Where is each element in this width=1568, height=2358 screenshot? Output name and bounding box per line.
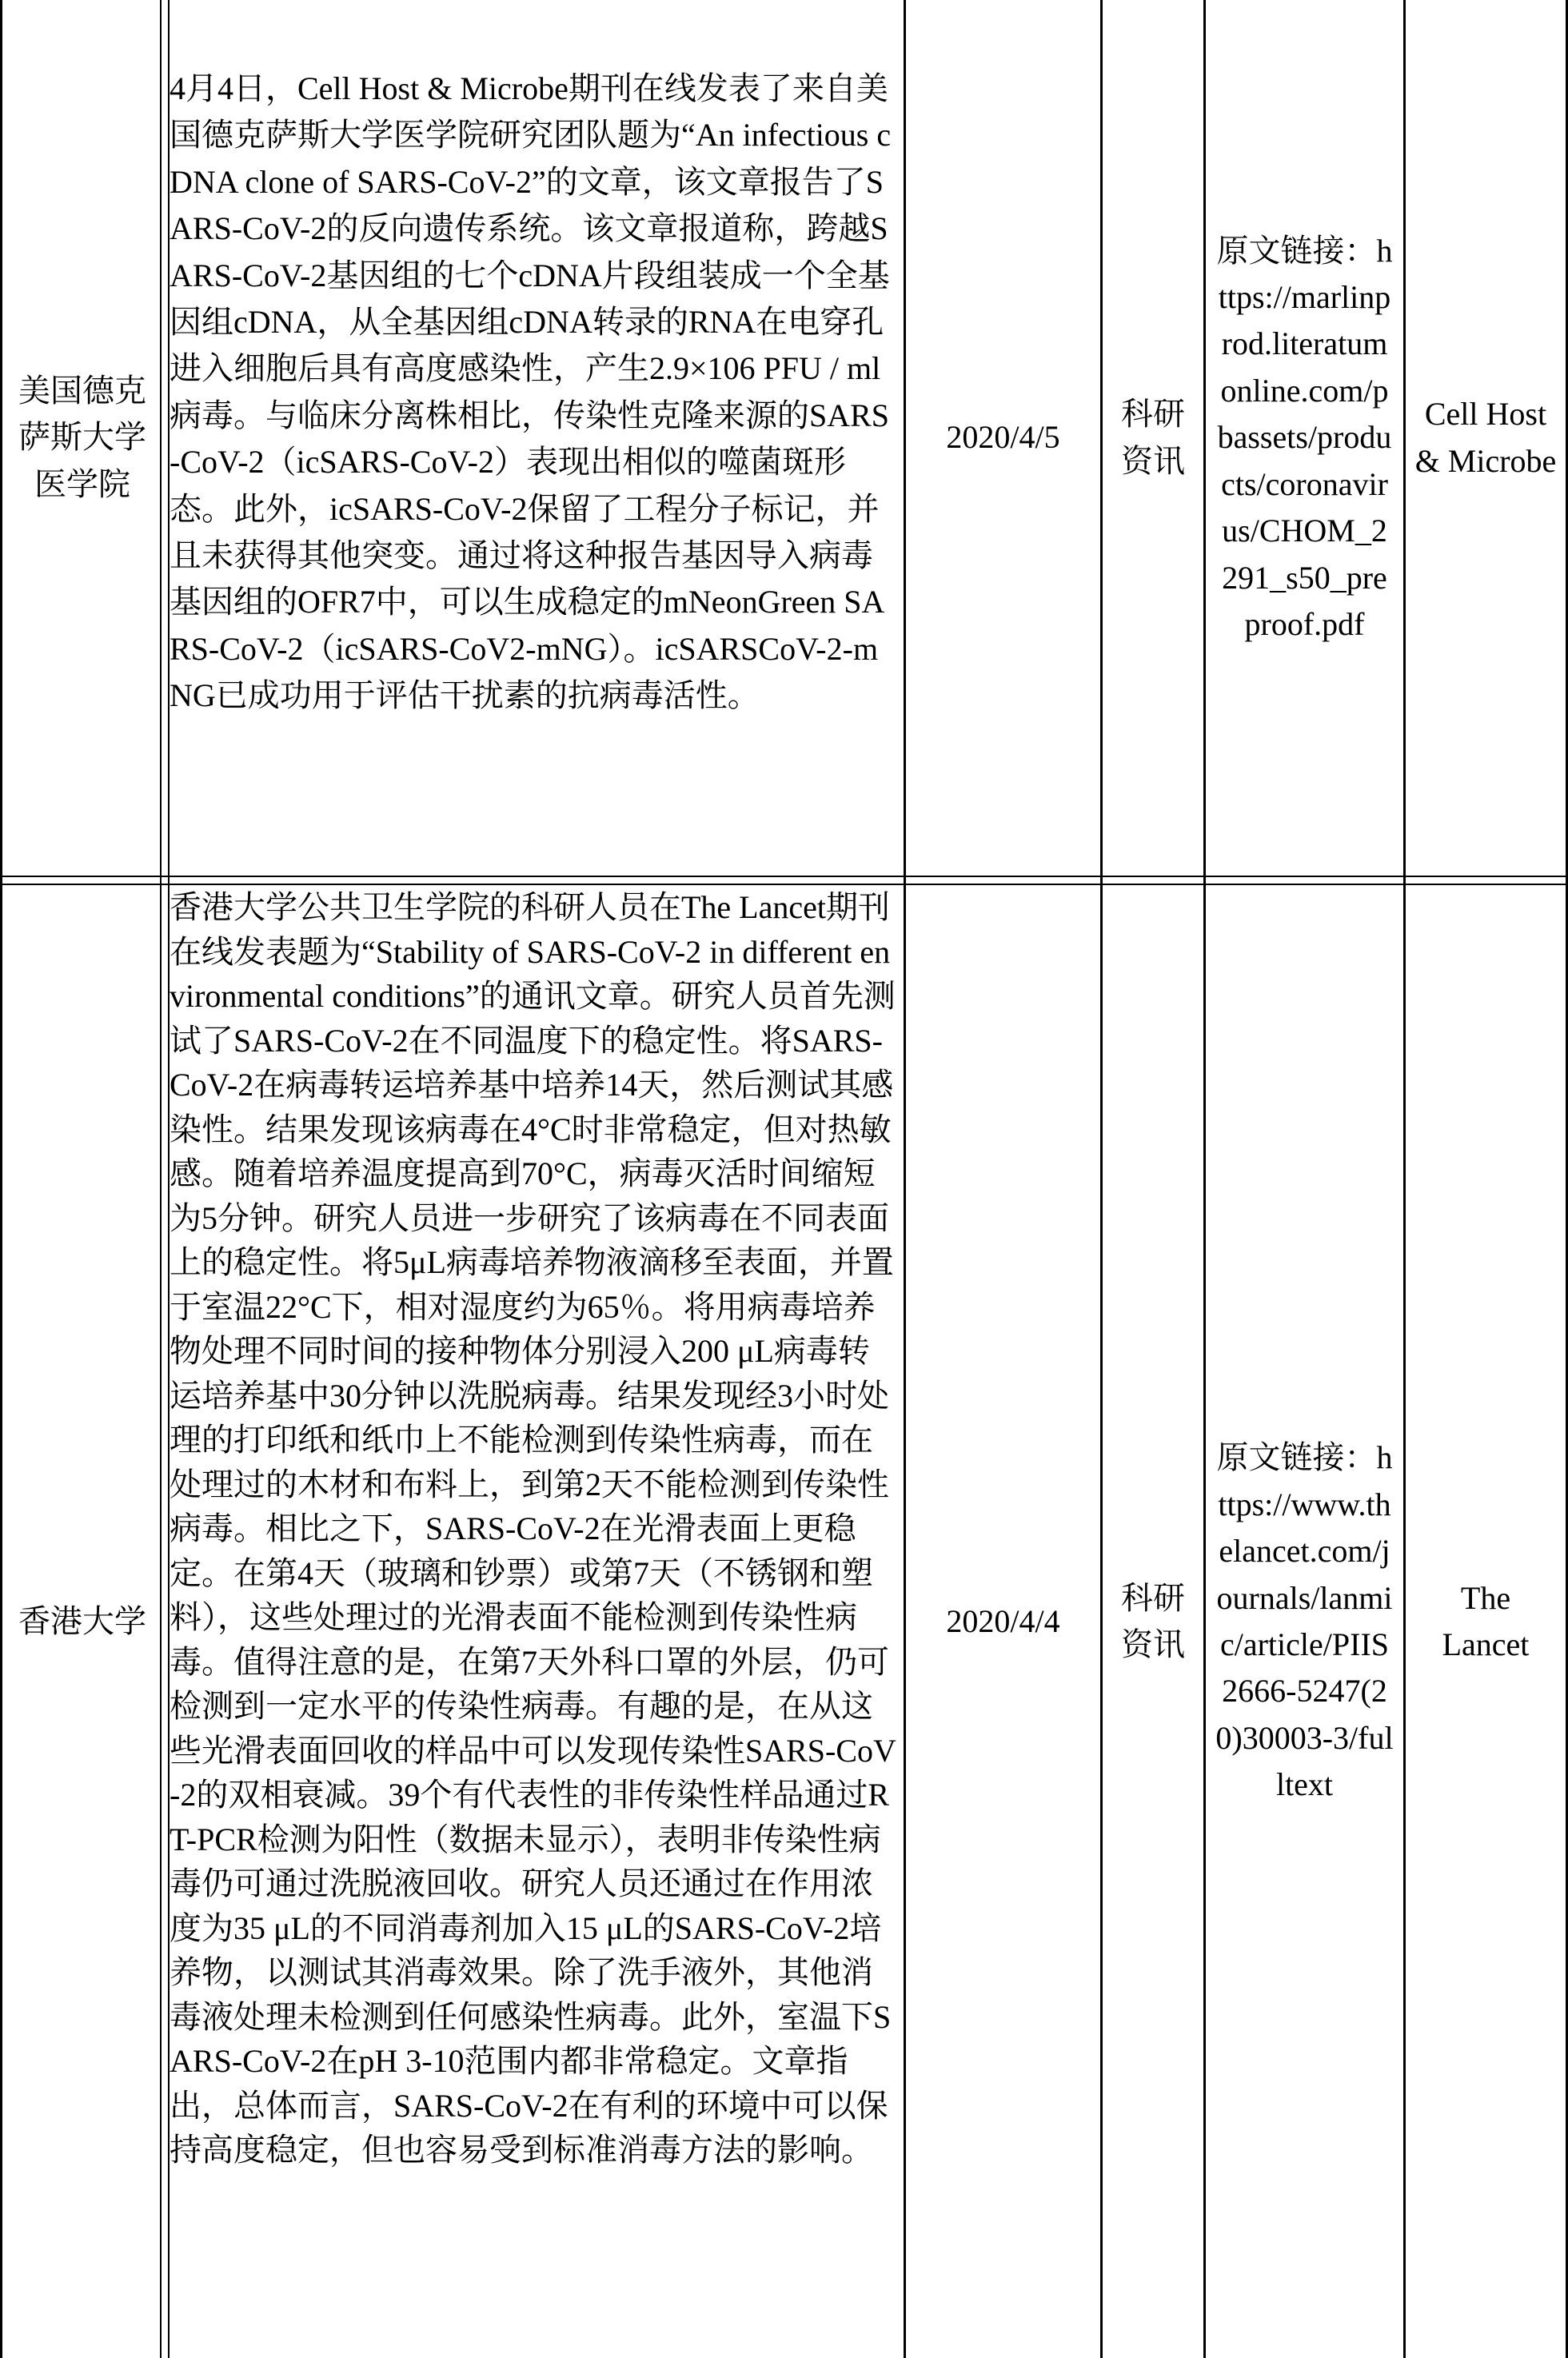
summary-cell [170,885,904,2358]
summary-cell [170,66,904,817]
date-cell [906,885,1100,2358]
institution-cell [6,885,158,2358]
journal: Cell Host & Microbe [1414,396,1557,479]
summary: 4月4日，Cell Host & Microbe期刊在线发表了来自美国德克萨斯大学医学院研究团队题为“An infectious cDNA clone of SARS-CoV-2”的文章，该文章报告了SARS-CoV-2的反向遗传系统。该文章报道称，跨越SARS-CoV-2基因组的七个cDNA片段组装成一个全基因组cDNA，从全基因组cDNA转录的RNA在电穿孔进入细胞后具有高度感染性，产生2.9×106 PFU / ml病毒。与临床分离株相比，传染性克隆来源的SARS-CoV-2（icSARS-CoV-2）表现出相似的噬菌斑形态。此外，icSARS-CoV-2保留了工程分子标记，并且未获得其他突变。通过将这种报告基因导入病毒基因组的OFR7中，可以生成稳定的mNeonGreen SARS-CoV-2（icSARS-CoV2-mNG）。icSARSCoV-2-mNG已成功用于评估干扰素的抗病毒活性。 [170,70,892,714]
category: 科研资讯 [1121,396,1185,479]
link-cell [1206,0,1403,876]
category: 科研资讯 [1121,1579,1185,1662]
institution: 美国德克萨斯大学医学院 [18,372,146,502]
category-cell [1103,885,1203,2358]
date: 2020/4/4 [946,1602,1060,1639]
row-divider [0,876,1568,885]
journal-cell [1406,0,1566,876]
institution: 香港大学 [18,1602,146,1639]
category-cell [1103,0,1203,876]
date-cell [906,0,1100,876]
journal-cell [1406,885,1566,2358]
summary: 香港大学公共卫生学院的科研人员在The Lancet期刊在线发表题为“Stability of SARS-CoV-2 in different environmental conditions”的通讯文章。研究人员首先测试了SARS-CoV-2在不同温度下的稳定性。将SARS-CoV-2在病毒转运培养基中培养14天，然后测试其感染性。结果发现该病毒在4°C时非常稳定，但对热敏感。随着培养温度提高到70°C，病毒灭活时间缩短为5分钟。研究人员进一步研究了该病毒在不同表面上的稳定性。将5μL病毒培养物液滴移至表面，并置于室温22°C下，相对湿度约为65％。将用病毒培养物处理不同时间的接种物体分别浸入200 μL病毒转运培养基中30分钟以洗脱病毒。结果发现经3小时处理的打印纸和纸巾上不能检测到传染性病毒，而在处理过的木材和布料上，到第2天不能检测到传染性病毒。相比之下，SARS-CoV-2在光滑表面上更稳定。在第4天（玻璃和钞票）或第7天（不锈钢和塑料），这些处理过的光滑表面不能检测到传染性病毒。值得注意的是，在第7天外科口罩的外层，仍可检测到一定水平的传染性病毒。有趣的是，在从这些光滑表面回收的样品中可以发现传染性SARS-CoV-2的双相衰减。39个有代表性的非传染性样品通过RT-PCR检测为阳性（数据未显示），表明非传染性病毒仍可通过洗脱液回收。研究人员还通过在作用浓度为35 μL的不同消毒剂加入15 μL的SARS-CoV-2培养物，以测试其消毒效果。除了洗手液外，其他消毒液处理未检测到任何感染性病毒。此外，室温下SARS-CoV-2在pH 3-10范围内都非常稳定。文章指出，总体而言，SARS-CoV-2在有利的环境中可以保持高度稳定，但也容易受到标准消毒方法的影响。 [170,889,896,2168]
table-row [0,0,1568,876]
source-link: 原文链接：https://www.thelancet.com/journals/lanmic/article/PIIS2666-5247(20)30003-3/fulltext [1215,1439,1394,1803]
date: 2020/4/5 [946,419,1060,456]
link-cell [1206,885,1403,2358]
journal: The Lancet [1442,1579,1530,1662]
source-link: 原文链接：https://marlinprod.literatumonline.com/pbassets/products/coronavirus/CHOM_2291_s50_preproof.pdf [1216,232,1393,642]
table-row [0,885,1568,2358]
institution-cell [6,0,158,876]
